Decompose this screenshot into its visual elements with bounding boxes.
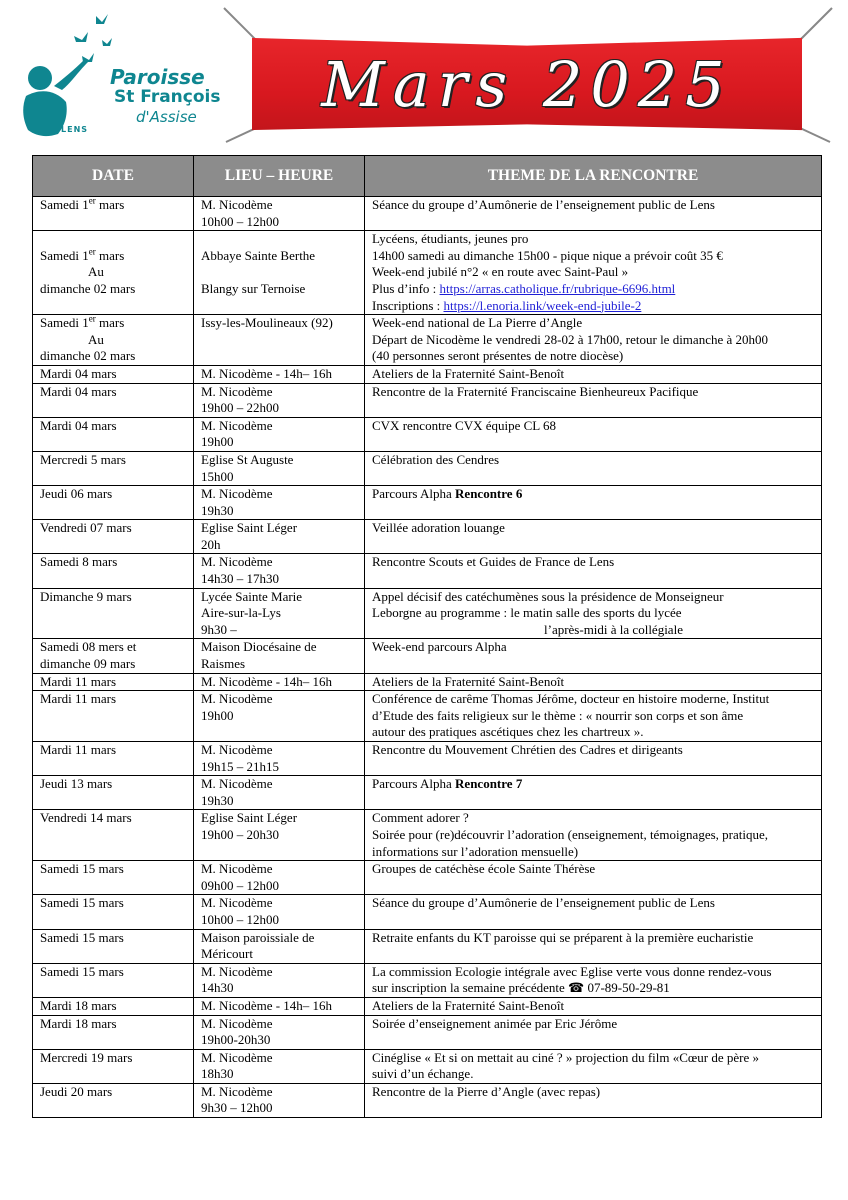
date-cell [33, 861, 194, 895]
date-text: Samedi 15 mars [40, 929, 124, 945]
table-row [33, 417, 822, 451]
lieu-cell [194, 895, 365, 929]
date-cell [33, 588, 194, 639]
theme-text: Départ de Nicodème le vendredi 28-02 à 17h00, retour le dimanche à 20h00 [372, 331, 768, 347]
date-text: Mercredi 19 mars [40, 1049, 133, 1065]
date-cell [33, 197, 194, 231]
heure-text: 10h00 – 12h00 [201, 911, 279, 927]
date-text: Samedi 1 [40, 197, 89, 212]
lieu-cell [194, 691, 365, 742]
table-row [33, 691, 822, 742]
lieu-text: M. Nicodème [201, 1083, 273, 1099]
schedule-table [32, 155, 822, 1118]
theme-cell [365, 963, 822, 997]
table-row [33, 486, 822, 520]
date-text: Mardi 18 mars [40, 1015, 117, 1031]
date-cell [33, 383, 194, 417]
date-text: Jeudi 20 mars [40, 1083, 113, 1099]
date-cell [33, 776, 194, 810]
table-row [33, 776, 822, 810]
theme-text: Veillée adoration louange [372, 520, 505, 536]
lieu-text: Issy-les-Moulineaux (92) [201, 315, 333, 331]
lieu-text: M. Nicodème - 14h– 16h [201, 997, 333, 1013]
parish-name [110, 67, 220, 127]
date-cell [33, 895, 194, 929]
date-text: Mardi 04 mars [40, 383, 117, 399]
date-text: Samedi 15 mars [40, 861, 124, 877]
heure-text: 9h30 – [201, 621, 237, 637]
lieu-text: M. Nicodème [201, 1015, 273, 1031]
theme-text: suivi d’un échange. [372, 1066, 474, 1082]
theme-cell [365, 895, 822, 929]
heure-text: 9h30 – 12h00 [201, 1100, 273, 1116]
table-row [33, 895, 822, 929]
table-row [33, 639, 822, 673]
table-row [33, 1049, 822, 1083]
date-text: Vendredi 14 mars [40, 810, 132, 826]
theme-text: Appel décisif des catéchumènes sous la présidence de Monseigneur [372, 588, 724, 604]
date-cell [33, 554, 194, 588]
lieu-text: M. Nicodème [201, 1049, 273, 1065]
theme-text: Week-end national de La Pierre d’Angle [372, 315, 583, 331]
lieu-text: M. Nicodème - 14h– 16h [201, 365, 333, 381]
table-row [33, 588, 822, 639]
date-text: Dimanche 9 mars [40, 588, 132, 604]
theme-cell [365, 197, 822, 231]
theme-text: Ateliers de la Fraternité Saint-Benoît [372, 997, 565, 1013]
lieu-text: Maison paroissiale de [201, 929, 315, 945]
theme-text: Comment adorer ? [372, 810, 469, 826]
date-cell [33, 639, 194, 673]
theme-text: informations sur l’adoration mensuelle) [372, 843, 579, 859]
lieu-cell [194, 417, 365, 451]
date-text: Samedi 1 [40, 247, 89, 263]
date-text: Mardi 11 mars [40, 673, 117, 689]
theme-cell [365, 451, 822, 485]
table-row [33, 197, 822, 231]
theme-text: Parcours Alpha [372, 776, 456, 792]
lieu-text: M. Nicodème [201, 383, 273, 399]
lieu-cell [194, 776, 365, 810]
date-suffix: er [88, 195, 96, 206]
heure-text: 15h00 [201, 468, 234, 484]
header-date: DATE [33, 156, 194, 197]
theme-cell [365, 861, 822, 895]
heure-text: 14h30 – 17h30 [201, 571, 279, 587]
date-text: Samedi 15 mars [40, 895, 124, 911]
heure-text: 19h00 – 22h00 [201, 400, 279, 416]
month-banner [222, 4, 834, 144]
theme-text: Parcours Alpha [372, 486, 456, 502]
info-label: Plus d’info : [372, 280, 440, 296]
inscriptions-label: Inscriptions : [372, 297, 444, 313]
heure-text: 19h30 [201, 502, 234, 518]
lieu-cell [194, 997, 365, 1015]
lieu-cell [194, 451, 365, 485]
theme-text: l’après-midi à la collégiale [544, 621, 683, 637]
date-text: Samedi 8 mars [40, 554, 118, 570]
heure-text: 18h30 [201, 1066, 234, 1082]
theme-text: Soirée pour (re)découvrir l’adoration (enseignement, témoignages, pratique, [372, 826, 768, 842]
theme-text: Séance du groupe d’Aumônerie de l’enseignement public de Lens [372, 895, 715, 911]
lieu-text: M. Nicodème [201, 963, 273, 979]
lieu-text: Maison Diocésaine de [201, 639, 317, 655]
lieu-text: M. Nicodème [201, 197, 273, 212]
date-cell [33, 520, 194, 554]
theme-cell [365, 383, 822, 417]
theme-cell [365, 315, 822, 366]
date-cell [33, 997, 194, 1015]
date-cell [33, 486, 194, 520]
table-row [33, 1083, 822, 1117]
table-row [33, 929, 822, 963]
table-row [33, 997, 822, 1015]
lieu-text: Blangy sur Ternoise [201, 280, 306, 296]
theme-cell [365, 588, 822, 639]
theme-cell [365, 776, 822, 810]
parish-name-line1: Paroisse [110, 65, 205, 89]
lieu-cell [194, 810, 365, 861]
date-cell [33, 1015, 194, 1049]
date-text: Samedi 1 [40, 315, 89, 331]
theme-cell [365, 997, 822, 1015]
table-header-row [33, 156, 822, 197]
date-connector: Au [88, 331, 104, 347]
theme-cell [365, 639, 822, 673]
date-cell [33, 365, 194, 383]
lieu-text: M. Nicodème - 14h– 16h [201, 673, 333, 689]
heure-text: 10h00 – 12h00 [201, 213, 279, 229]
table-row [33, 673, 822, 691]
theme-text: Soirée d’enseignement animée par Eric Jérôme [372, 1015, 618, 1031]
lieu-cell [194, 383, 365, 417]
heure-text: 09h00 – 12h00 [201, 877, 279, 893]
date-text: Mercredi 5 mars [40, 451, 126, 467]
theme-cell [365, 742, 822, 776]
lieu-text: Abbaye Sainte Berthe [201, 247, 316, 263]
lieu-cell [194, 963, 365, 997]
theme-cell [365, 810, 822, 861]
lieu-cell [194, 861, 365, 895]
theme-cell [365, 1083, 822, 1117]
table-row [33, 451, 822, 485]
date-text: Vendredi 07 mars [40, 520, 132, 536]
lieu-cell [194, 554, 365, 588]
date-text: mars [95, 247, 125, 263]
date-cell [33, 742, 194, 776]
table-row [33, 963, 822, 997]
lieu-cell [194, 231, 365, 315]
lieu-cell [194, 673, 365, 691]
table-row [33, 742, 822, 776]
theme-bold-text: Rencontre 6 [455, 486, 523, 502]
parish-logo [18, 12, 233, 142]
parish-name-line2: St François [114, 87, 221, 107]
theme-cell [365, 673, 822, 691]
date-cell [33, 691, 194, 742]
date-cell [33, 231, 194, 315]
theme-text: Rencontre de la Pierre d’Angle (avec repas) [372, 1083, 601, 1099]
table-row [33, 365, 822, 383]
header-lieu-heure: LIEU – HEURE [194, 156, 365, 197]
theme-text: Séance du groupe d’Aumônerie de l’enseignement public de Lens [372, 197, 715, 212]
lieu-cell [194, 315, 365, 366]
theme-cell [365, 417, 822, 451]
date-cell [33, 673, 194, 691]
parish-name-line3: d'Assise [136, 108, 197, 126]
heure-text: 14h30 [201, 980, 234, 996]
date-connector: Au [88, 264, 104, 280]
lieu-text: M. Nicodème [201, 895, 273, 911]
date-text: Mardi 04 mars [40, 417, 117, 433]
lieu-cell [194, 742, 365, 776]
lieu-text: M. Nicodème [201, 417, 273, 433]
table-row [33, 231, 822, 315]
theme-text: Week-end parcours Alpha [372, 639, 507, 655]
theme-text: Retraite enfants du KT paroisse qui se préparent à la première eucharistie [372, 929, 754, 945]
date-cell [33, 810, 194, 861]
theme-cell [365, 691, 822, 742]
heure-text: 19h00 [201, 707, 234, 723]
theme-text: 14h00 samedi au dimanche 15h00 - pique nique a prévoir coût 35 € [372, 247, 723, 263]
date-text: mars [95, 197, 125, 212]
date-suffix: er [88, 313, 96, 324]
theme-cell [365, 929, 822, 963]
lieu-text: Méricourt [201, 946, 253, 962]
table-row [33, 861, 822, 895]
theme-bold-text: Rencontre 7 [455, 776, 523, 792]
theme-text: Leborgne au programme : le matin salle des sports du lycée [372, 605, 682, 621]
heure-text: 19h00 [201, 434, 234, 450]
theme-cell [365, 231, 822, 315]
theme-text: Conférence de carême Thomas Jérôme, docteur en histoire moderne, Institut [372, 691, 770, 707]
lieu-cell [194, 197, 365, 231]
theme-text: Rencontre du Mouvement Chrétien des Cadres et dirigeants [372, 742, 683, 757]
theme-text: sur inscription la semaine précédente ☎ 07-89-50-29-81 [372, 980, 670, 996]
lieu-cell [194, 486, 365, 520]
lieu-text: Raismes [201, 656, 246, 672]
date-text: Mardi 11 mars [40, 742, 117, 757]
date-cell [33, 417, 194, 451]
date-text: dimanche 02 mars [40, 280, 136, 296]
lieu-cell [194, 639, 365, 673]
heure-text: 20h [201, 536, 221, 552]
date-cell [33, 963, 194, 997]
lieu-text: Lycée Sainte Marie [201, 588, 303, 604]
lieu-text: M. Nicodème [201, 776, 273, 792]
theme-cell [365, 1015, 822, 1049]
table-row [33, 315, 822, 366]
theme-text: Lycéens, étudiants, jeunes pro [372, 231, 529, 247]
date-text: Jeudi 06 mars [40, 486, 113, 502]
theme-text: Ateliers de la Fraternité Saint-Benoît [372, 673, 565, 689]
table-row [33, 383, 822, 417]
theme-text: Week-end jubilé n°2 « en route avec Saint-Paul » [372, 264, 629, 280]
date-cell [33, 1083, 194, 1117]
inscriptions-link[interactable]: https://l.enoria.link/week-end-jubile-2 [443, 297, 642, 313]
theme-text: (40 personnes seront présentes de notre diocèse) [372, 348, 624, 364]
lieu-text: M. Nicodème [201, 691, 273, 707]
heure-text: 19h30 [201, 792, 234, 808]
lieu-text: Aire-sur-la-Lys [201, 605, 281, 621]
date-text: dimanche 09 mars [40, 656, 136, 672]
info-link[interactable]: https://arras.catholique.fr/rubrique-6696.html [439, 280, 676, 296]
heure-text: 19h00 – 20h30 [201, 826, 279, 842]
heure-text: 19h00-20h30 [201, 1032, 271, 1048]
lieu-cell [194, 1049, 365, 1083]
table-row [33, 810, 822, 861]
table-row [33, 520, 822, 554]
lieu-cell [194, 1015, 365, 1049]
lieu-text: Eglise Saint Léger [201, 520, 298, 536]
lieu-text: Eglise Saint Léger [201, 810, 298, 826]
lieu-text: M. Nicodème [201, 861, 273, 877]
date-text: mars [95, 315, 125, 331]
date-cell [33, 451, 194, 485]
date-text: Samedi 15 mars [40, 963, 124, 979]
parish-logo-figure-icon [18, 12, 118, 142]
date-cell [33, 929, 194, 963]
theme-text: autour des pratiques ascétiques chez les chartreux ». [372, 724, 644, 740]
theme-text: Ateliers de la Fraternité Saint-Benoît [372, 365, 565, 381]
theme-cell [365, 1049, 822, 1083]
parish-city: LENS [61, 125, 89, 134]
date-cell [33, 315, 194, 366]
lieu-text: M. Nicodème [201, 554, 273, 570]
theme-text: Célébration des Cendres [372, 451, 500, 467]
theme-cell [365, 520, 822, 554]
theme-text: Cinéglise « Et si on mettait au ciné ? » projection du film «Cœur de père » [372, 1049, 760, 1065]
table-row [33, 554, 822, 588]
lieu-cell [194, 365, 365, 383]
lieu-cell [194, 929, 365, 963]
theme-text: Groupes de catéchèse école Sainte Thérèse [372, 861, 596, 877]
theme-text: Rencontre de la Fraternité Franciscaine Bienheureux Pacifique [372, 383, 699, 399]
table-row [33, 1015, 822, 1049]
date-suffix: er [88, 246, 96, 257]
date-text: Jeudi 13 mars [40, 776, 113, 792]
lieu-cell [194, 588, 365, 639]
theme-cell [365, 365, 822, 383]
heure-text: 19h15 – 21h15 [201, 758, 279, 774]
theme-cell [365, 486, 822, 520]
lieu-text: Eglise St Auguste [201, 451, 294, 467]
date-text: dimanche 02 mars [40, 348, 136, 364]
banner-title: Mars 2025 [321, 48, 733, 121]
date-text: Mardi 04 mars [40, 365, 117, 381]
date-text: Mardi 18 mars [40, 997, 117, 1013]
header-theme: THEME DE LA RENCONTRE [365, 156, 822, 197]
theme-text: CVX rencontre CVX équipe CL 68 [372, 417, 557, 433]
theme-text: La commission Ecologie intégrale avec Eglise verte vous donne rendez-vous [372, 963, 772, 979]
date-cell [33, 1049, 194, 1083]
lieu-text: M. Nicodème [201, 486, 273, 502]
lieu-cell [194, 520, 365, 554]
theme-text: d’Etude des faits religieux sur le thème : « nourrir son corps et son âme [372, 707, 744, 723]
date-text: Samedi 08 mers et [40, 639, 137, 655]
date-text: Mardi 11 mars [40, 691, 117, 707]
lieu-cell [194, 1083, 365, 1117]
theme-cell [365, 554, 822, 588]
theme-text: Rencontre Scouts et Guides de France de Lens [372, 554, 615, 570]
lieu-text: M. Nicodème [201, 742, 273, 757]
